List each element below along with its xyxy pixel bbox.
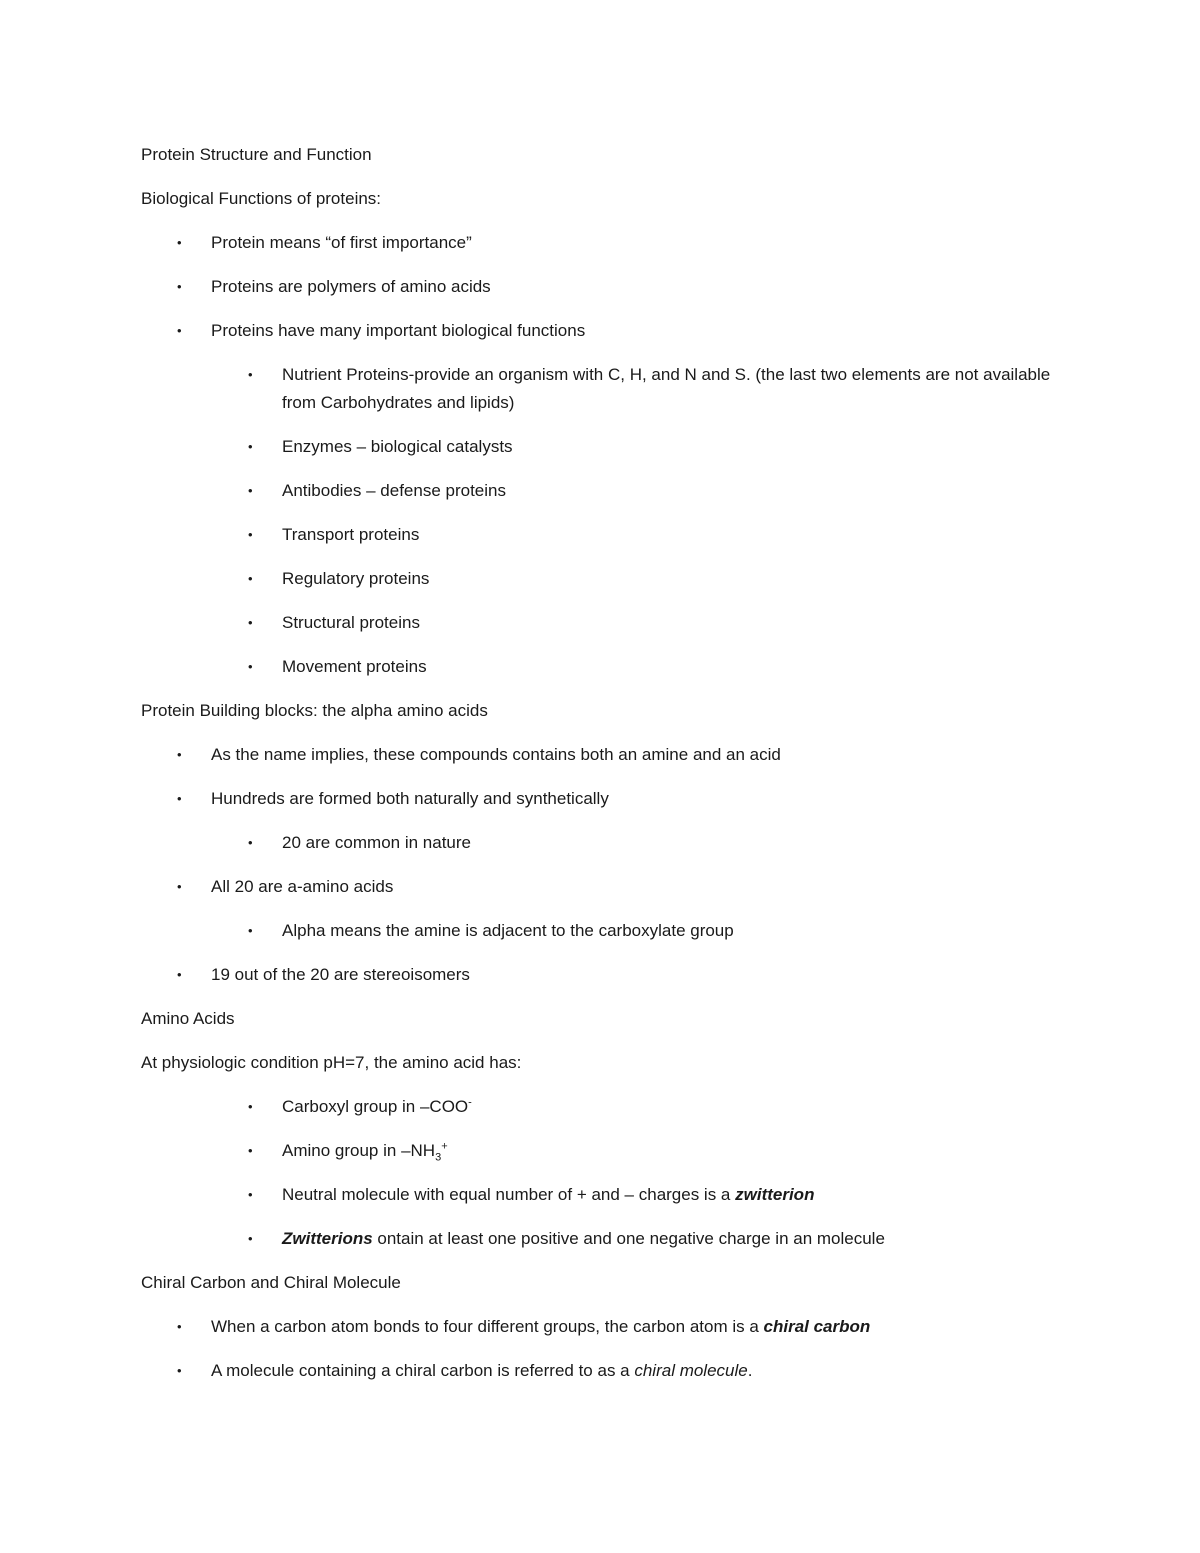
subscript: 3	[435, 1151, 442, 1164]
emphasis-term: Zwitterions	[282, 1229, 373, 1248]
list-item-text: As the name implies, these compounds contains both an amine and an acid	[211, 745, 781, 764]
bullet-icon: •	[248, 1187, 253, 1202]
bullet-icon: •	[248, 923, 253, 938]
emphasis-term: chiral molecule	[634, 1361, 748, 1380]
list-item	[141, 961, 1081, 989]
document-title: Protein Structure and Function	[141, 145, 372, 164]
bullet-icon: •	[248, 439, 253, 454]
list-item-text: ontain at least one positive and one negative charge in an molecule	[372, 1229, 885, 1248]
list-item	[141, 917, 1081, 945]
list-item	[141, 1181, 1081, 1209]
charge-superscript: +	[441, 1140, 448, 1153]
bullet-icon: •	[177, 1363, 182, 1378]
list-item-text: A molecule containing a chiral carbon is referred to as a	[211, 1361, 635, 1380]
list-item-text: Carboxyl group in –COO	[282, 1097, 469, 1116]
list-item	[141, 785, 1081, 813]
list-item-text: Regulatory proteins	[282, 569, 430, 588]
list-item-text: Protein means “of first importance”	[211, 233, 472, 252]
list-item	[141, 1093, 1081, 1121]
heading-building-blocks: Protein Building blocks: the alpha amino acids	[141, 701, 488, 720]
list-item	[141, 873, 1081, 901]
list-item-text: Neutral molecule with equal number of + and – charges is a	[282, 1185, 736, 1204]
list-item	[141, 653, 1081, 681]
list-item	[141, 433, 1081, 461]
list-item-text: Enzymes – biological catalysts	[282, 437, 513, 456]
list-item	[141, 1357, 1081, 1385]
list-item-text: 20 are common in nature	[282, 833, 471, 852]
list-item-text: 19 out of the 20 are stereoisomers	[211, 965, 470, 984]
charge-superscript: -	[468, 1096, 472, 1109]
list-item-text: When a carbon atom bonds to four different groups, the carbon atom is a	[211, 1317, 764, 1336]
bullet-icon: •	[177, 323, 182, 338]
list-item-text: Proteins have many important biological functions	[211, 321, 586, 340]
bullet-icon: •	[248, 615, 253, 630]
bullet-icon: •	[248, 1231, 253, 1246]
list-item-text: Nutrient Proteins-provide an organism with C, H, and N and S. (the last two elements are not available from Carbohydrates and lipids)	[282, 365, 1051, 412]
list-item	[141, 609, 1081, 637]
bullet-icon: •	[177, 791, 182, 806]
list-item-text: Proteins are polymers of amino acids	[211, 277, 491, 296]
list-item-text: Amino group in –NH	[282, 1141, 436, 1160]
bullet-icon: •	[248, 1099, 253, 1114]
list-item	[141, 1313, 1081, 1341]
heading-chiral: Chiral Carbon and Chiral Molecule	[141, 1273, 401, 1292]
bullet-icon: •	[248, 571, 253, 586]
list-item-text: Hundreds are formed both naturally and synthetically	[211, 789, 609, 808]
list-item	[141, 273, 1081, 301]
list-item	[141, 477, 1081, 505]
list-item	[141, 229, 1081, 257]
bullet-icon: •	[248, 527, 253, 542]
bullet-icon: •	[177, 279, 182, 294]
list-item	[141, 829, 1081, 857]
bullet-icon: •	[248, 1143, 253, 1158]
bullet-icon: •	[177, 967, 182, 982]
emphasis-term: chiral carbon	[763, 1317, 871, 1336]
bullet-icon: •	[248, 659, 253, 674]
list-item	[141, 521, 1081, 549]
heading-amino-acids: Amino Acids	[141, 1009, 235, 1028]
bullet-icon: •	[248, 835, 253, 850]
list-item-text: Alpha means the amine is adjacent to the carboxylate group	[282, 921, 734, 940]
bullet-icon: •	[177, 235, 182, 250]
list-item-text: Structural proteins	[282, 613, 420, 632]
bullet-icon: •	[177, 1319, 182, 1334]
paragraph-ph: At physiologic condition pH=7, the amino acid has:	[141, 1053, 522, 1072]
list-item-text: Antibodies – defense proteins	[282, 481, 506, 500]
emphasis-term: zwitterion	[735, 1185, 815, 1204]
list-item	[141, 565, 1081, 593]
list-item-text: Movement proteins	[282, 657, 427, 676]
bullet-icon: •	[248, 483, 253, 498]
bullet-icon: •	[177, 747, 182, 762]
bullet-icon: •	[177, 879, 182, 894]
list-item-text: .	[747, 1361, 753, 1380]
bullet-icon: •	[248, 367, 253, 382]
list-item	[141, 1137, 1081, 1165]
list-item	[141, 361, 1072, 417]
list-item	[141, 317, 1081, 345]
list-item	[141, 1225, 1081, 1253]
list-item-text: Transport proteins	[282, 525, 420, 544]
list-item-text: All 20 are a-amino acids	[211, 877, 394, 896]
list-item	[141, 741, 1081, 769]
heading-biological-functions: Biological Functions of proteins:	[141, 189, 382, 208]
document-body	[141, 141, 1081, 1401]
